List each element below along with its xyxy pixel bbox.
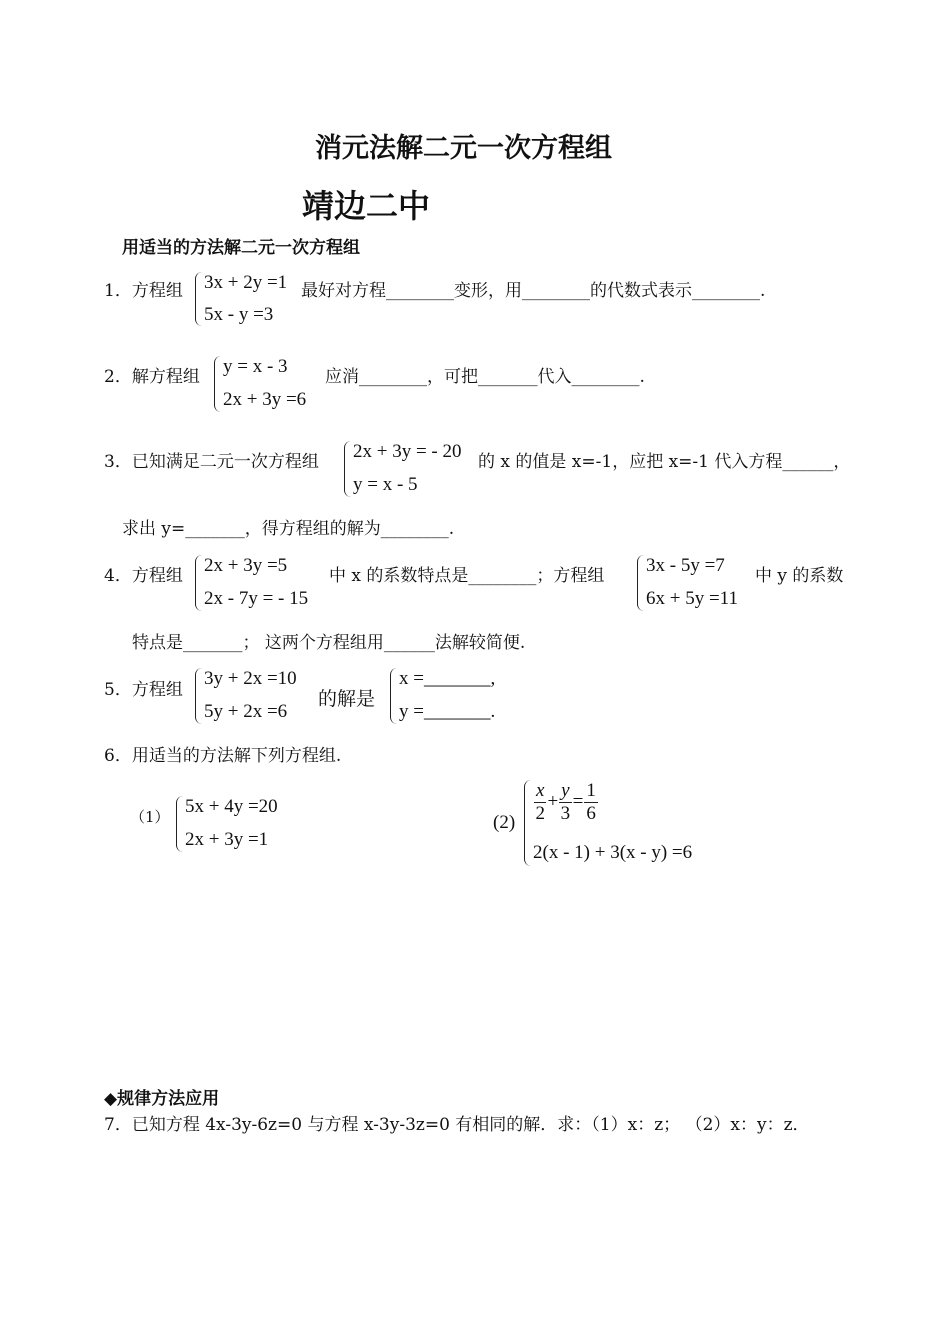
q7-text: 7．已知方程 4x-3y-6z=0 与方程 x-3y-3z=0 有相同的解．求：（1）x：z； （2）x：y：z． (104, 1115, 810, 1135)
page-title: 消元法解二元一次方程组 (315, 133, 612, 164)
plus-sign: + (547, 790, 559, 812)
q2-text: 应消________，可把_______代入________. (325, 367, 645, 387)
brace-icon (524, 780, 532, 866)
frac2-den: 3 (560, 803, 571, 824)
school-name: 靖边二中 (302, 187, 431, 225)
q4-eq4: 6x + 5y =11 (646, 588, 738, 609)
brace-icon (195, 668, 203, 724)
frac1-num: x (536, 780, 545, 801)
frac3-num: 1 (586, 780, 596, 801)
q6-p2-eq2: 2(x - 1) + 3(x - y) =6 (533, 842, 693, 863)
q1-text: 最好对方程________变形，用________的代数式表示________. (301, 281, 766, 301)
section2-heading: ◆规律方法应用 (104, 1089, 220, 1109)
brace-icon (214, 356, 222, 412)
q4-end: 中 y 的系数 (755, 566, 844, 586)
brace-icon (195, 555, 203, 611)
equals-sign: = (572, 790, 584, 812)
q4-eq2: 2x - 7y = - 15 (204, 588, 309, 609)
frac2-num: y (561, 780, 570, 801)
q3-number: 3．已知满足二元一次方程组 (104, 452, 319, 472)
q3-eq2: y = x - 5 (353, 474, 418, 495)
section-heading: 用适当的方法解二元一次方程组 (122, 238, 360, 258)
q5-ans1: x =_______, (399, 668, 496, 689)
q6-p2-eq1 (533, 780, 599, 825)
brace-icon (195, 272, 203, 326)
q2-eq1: y = x - 3 (223, 356, 288, 377)
q6-part1-label: （1） (130, 808, 170, 826)
q3-line2: 求出 y=_______，得方程组的解为________. (122, 519, 455, 539)
q1-eq1: 3x + 2y =1 (204, 272, 288, 293)
brace-icon (390, 668, 398, 724)
brace-icon (637, 555, 645, 611)
q5-mid: 的解是 (318, 688, 376, 710)
frac3-den: 6 (586, 803, 596, 824)
q5-eq1: 3y + 2x =10 (204, 668, 297, 689)
q6-text: 6．用适当的方法解下列方程组. (104, 746, 342, 766)
q6-p1-eq1: 5x + 4y =20 (185, 796, 278, 817)
q4-eq1: 2x + 3y =5 (204, 555, 288, 576)
q2-number: 2．解方程组 (104, 367, 200, 387)
q6-p1-eq2: 2x + 3y =1 (185, 829, 269, 850)
q4-mid: 中 x 的系数特点是________；方程组 (329, 566, 605, 586)
q3-eq1: 2x + 3y = - 20 (353, 441, 462, 462)
q4-number: 4．方程组 (104, 566, 183, 586)
q2-eq2: 2x + 3y =6 (223, 389, 307, 410)
q4-eq3: 3x - 5y =7 (646, 555, 725, 576)
q5-eq2: 5y + 2x =6 (204, 701, 288, 722)
frac1-den: 2 (535, 803, 545, 824)
q3-text: 的 x 的值是 x=-1，应把 x=-1 代入方程______， (478, 452, 851, 472)
q1-number: 1．方程组 (104, 281, 183, 301)
brace-icon (176, 796, 184, 852)
q1-eq2: 5x - y =3 (204, 304, 274, 325)
brace-icon (344, 441, 352, 497)
q5-number: 5．方程组 (104, 680, 183, 700)
q6-part2-label: (2) (493, 812, 516, 833)
q4-line2: 特点是_______； 这两个方程组用______法解较简便. (132, 633, 526, 653)
q5-ans2: y =_______. (399, 701, 496, 722)
